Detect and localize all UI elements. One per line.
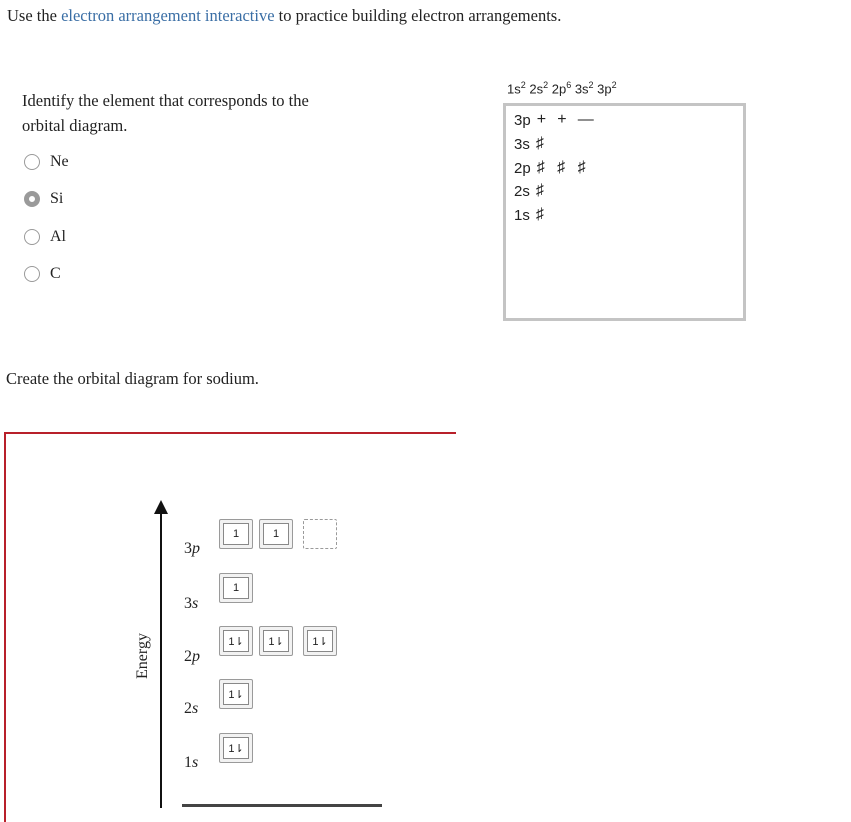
row-label: 3p: [514, 111, 531, 129]
diagram-row-3p: [514, 109, 598, 131]
electron-arrow-icon: 1: [263, 523, 289, 545]
electron-arrangement-link[interactable]: electron arrangement interactive: [61, 6, 275, 25]
orbital-box-2p-1[interactable]: [219, 626, 253, 656]
row-orbitals: ♯: [535, 182, 548, 199]
level-label-2p: [184, 648, 200, 666]
level-l: p: [192, 648, 200, 665]
question1-prompt: Identify the element that corresponds to the orbital diagram.: [22, 91, 309, 135]
electron-configuration: $1s^2$ $2s^2$ $2p^6$ $3s^2$ $3p^2$: [507, 80, 617, 97]
level-label-3p: [184, 540, 200, 558]
drop-zone-baseline: [182, 804, 382, 807]
orbital-box-1s-1[interactable]: [219, 733, 253, 763]
orbital-box-2p-2[interactable]: [259, 626, 293, 656]
energy-axis-label: Energy: [133, 633, 151, 679]
level-n: 3: [184, 540, 192, 557]
radio-icon[interactable]: [24, 154, 40, 170]
orbital-box-3p-1[interactable]: [219, 519, 253, 549]
radio-icon[interactable]: [24, 229, 40, 245]
electron-arrow-icon: 1: [223, 577, 249, 599]
level-label-2s: [184, 700, 198, 718]
row-label: 3s: [514, 135, 530, 153]
diagram-row-2p: [514, 157, 590, 179]
orbital-box-2s-1[interactable]: [219, 679, 253, 709]
row-orbitals: + + —: [536, 111, 598, 128]
option-label: Si: [50, 190, 64, 207]
electron-pair-icon: 1⇂: [223, 630, 249, 652]
question2-prompt: Create the orbital diagram for sodium.: [6, 369, 259, 388]
orbital-box-3p-2[interactable]: [259, 519, 293, 549]
radio-selected-icon[interactable]: [24, 191, 40, 207]
diagram-row-1s: [514, 204, 548, 226]
row-label: 2s: [514, 182, 530, 200]
level-l: s: [192, 595, 199, 612]
electron-pair-icon: 1⇂: [223, 737, 249, 759]
electron-pair-icon: 1⇂: [263, 630, 289, 652]
option-label: C: [50, 265, 61, 282]
level-n: 2: [184, 648, 192, 665]
orbital-box-3p-3[interactable]: [303, 519, 337, 549]
orbital-box-3s-1[interactable]: [219, 573, 253, 603]
electron-arrow-icon: [307, 523, 333, 545]
row-orbitals: ♯: [535, 135, 548, 152]
option-si[interactable]: [24, 188, 63, 210]
level-n: 3: [184, 595, 192, 612]
option-label: Ne: [50, 153, 69, 170]
energy-axis-line: [160, 512, 162, 808]
row-label: 1s: [514, 206, 530, 224]
row-orbitals: ♯: [535, 206, 548, 223]
option-ne[interactable]: [24, 151, 69, 173]
intro-suffix: to practice building electron arrangements.: [274, 6, 562, 25]
level-label-1s: [184, 754, 198, 772]
level-n: 1: [184, 754, 192, 771]
level-l: p: [192, 540, 200, 557]
electron-pair-icon: 1⇂: [223, 683, 249, 705]
diagram-row-2s: [514, 180, 548, 202]
given-orbital-diagram: [503, 103, 746, 321]
row-orbitals: ♯ ♯ ♯: [536, 159, 590, 176]
electron-pair-icon: 1⇂: [307, 630, 333, 652]
radio-icon[interactable]: [24, 266, 40, 282]
intro-text: [7, 6, 561, 26]
level-l: s: [192, 754, 199, 771]
option-label: Al: [50, 228, 66, 245]
option-al[interactable]: [24, 226, 66, 248]
row-label: 2p: [514, 159, 531, 177]
orbital-box-2p-3[interactable]: [303, 626, 337, 656]
level-l: s: [192, 700, 199, 717]
intro-prefix: Use the: [7, 6, 62, 25]
level-n: 2: [184, 700, 192, 717]
diagram-row-3s: [514, 133, 548, 155]
level-label-3s: [184, 595, 198, 613]
electron-arrow-icon: 1: [223, 523, 249, 545]
option-c[interactable]: [24, 263, 61, 285]
